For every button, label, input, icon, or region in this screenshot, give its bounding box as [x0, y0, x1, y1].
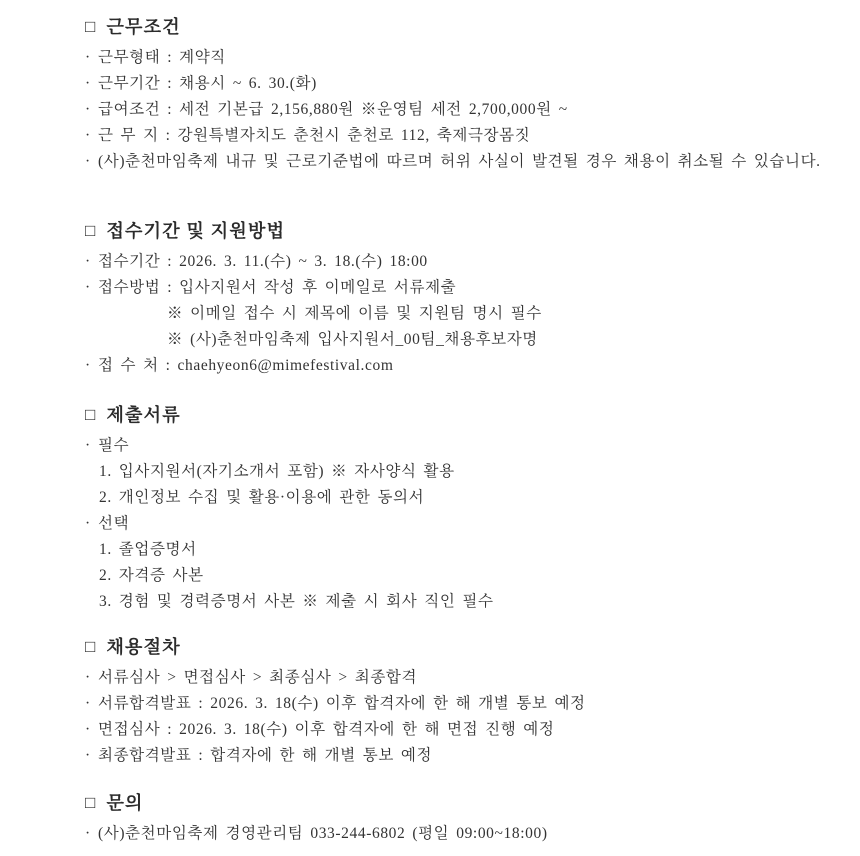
doc-line-numbered — [85, 537, 836, 563]
section-title: 채용절차 — [106, 637, 181, 657]
bullet-marker: · — [85, 127, 91, 144]
doc-line-numbered — [85, 563, 836, 589]
checkbox-square-icon: □ — [85, 220, 97, 240]
line-text: 최종합격발표 : 합격자에 한 해 개별 통보 예정 — [98, 747, 433, 764]
bullet-marker: · — [85, 75, 91, 92]
section-heading — [85, 635, 836, 659]
doc-line — [85, 275, 836, 301]
doc-line — [85, 691, 836, 717]
line-text: (사)춘천마임축제 내규 및 근로기준법에 따르며 허위 사실이 발견될 경우 채용이 취소될 수 있습니다. — [98, 153, 821, 170]
line-text: 서류합격발표 : 2026. 3. 18(수) 이후 합격자에 한 해 개별 통보 예정 — [98, 695, 586, 712]
line-text: 선택 — [98, 515, 130, 532]
bullet-marker: · — [85, 721, 91, 738]
doc-line — [85, 149, 836, 175]
bullet-marker: · — [85, 49, 91, 66]
checkbox-square-icon: □ — [85, 636, 97, 656]
line-text: 서류심사 > 면접심사 > 최종심사 > 최종합격 — [98, 669, 418, 686]
line-text: 2. 자격증 사본 — [99, 567, 204, 584]
section-application-method — [85, 219, 836, 379]
doc-line — [85, 123, 836, 149]
bullet-marker: · — [85, 357, 91, 374]
checkbox-square-icon: □ — [85, 792, 97, 812]
section-title: 접수기간 및 지원방법 — [106, 221, 286, 241]
line-text: 접수방법 : 입사지원서 작성 후 이메일로 서류제출 — [98, 279, 457, 296]
bullet-marker: · — [85, 747, 91, 764]
doc-line — [85, 353, 836, 379]
line-text: 접수기간 : 2026. 3. 11.(수) ~ 3. 18.(수) 18:00 — [98, 253, 428, 270]
line-text: ※ 이메일 접수 시 제목에 이름 및 지원팀 명시 필수 — [167, 305, 542, 322]
line-text: 근 무 지 : 강원특별자치도 춘천시 춘천로 112, 축제극장몸짓 — [98, 127, 531, 144]
section-heading — [85, 403, 836, 427]
doc-line — [85, 71, 836, 97]
line-text: 급여조건 : 세전 기본급 2,156,880원 ※운영팀 세전 2,700,000원 ~ — [98, 101, 568, 118]
doc-line — [85, 511, 836, 537]
section-title: 근무조건 — [106, 17, 181, 37]
checkbox-square-icon: □ — [85, 404, 97, 424]
bullet-marker: · — [85, 437, 91, 454]
doc-line — [85, 249, 836, 275]
bullet-marker: · — [85, 515, 91, 532]
doc-line — [85, 45, 836, 71]
line-text: 근무기간 : 채용시 ~ 6. 30.(화) — [98, 75, 317, 92]
line-text: 1. 졸업증명서 — [99, 541, 197, 558]
section-heading — [85, 15, 836, 39]
doc-line — [85, 717, 836, 743]
line-text: 필수 — [98, 437, 130, 454]
line-text: 면접심사 : 2026. 3. 18(수) 이후 합격자에 한 해 면접 진행 예정 — [98, 721, 555, 738]
line-text: 2. 개인정보 수집 및 활용·이용에 관한 동의서 — [99, 489, 425, 506]
bullet-marker: · — [85, 253, 91, 270]
section-hiring-process — [85, 635, 836, 769]
doc-line-numbered — [85, 459, 836, 485]
section-inquiry — [85, 791, 836, 847]
section-heading — [85, 791, 836, 815]
line-text: 근무형태 : 계약직 — [98, 49, 226, 66]
line-text: ※ (사)춘천마임축제 입사지원서_00팀_채용후보자명 — [167, 331, 538, 348]
line-text: 1. 입사지원서(자기소개서 포함) ※ 자사양식 활용 — [99, 463, 455, 480]
bullet-marker: · — [85, 279, 91, 296]
section-title: 제출서류 — [106, 405, 181, 425]
doc-line — [85, 97, 836, 123]
section-required-documents — [85, 403, 836, 615]
bullet-marker: · — [85, 669, 91, 686]
bullet-marker: · — [85, 825, 91, 842]
bullet-marker: · — [85, 695, 91, 712]
section-heading — [85, 219, 836, 243]
bullet-marker: · — [85, 101, 91, 118]
doc-line-numbered — [85, 485, 836, 511]
section-title: 문의 — [106, 793, 144, 813]
doc-line-note — [85, 327, 836, 353]
checkbox-square-icon: □ — [85, 16, 97, 36]
line-text: 3. 경험 및 경력증명서 사본 ※ 제출 시 회사 직인 필수 — [99, 593, 494, 610]
section-work-conditions — [85, 15, 836, 175]
doc-line-numbered — [85, 589, 836, 615]
doc-line — [85, 821, 836, 847]
doc-line — [85, 433, 836, 459]
doc-line-note — [85, 301, 836, 327]
bullet-marker: · — [85, 153, 91, 170]
line-text-email: 접 수 처 : chaehyeon6@mimefestival.com — [98, 357, 394, 374]
doc-line — [85, 743, 836, 769]
line-text-contact: (사)춘천마임축제 경영관리팀 033-244-6802 (평일 09:00~18:00) — [98, 825, 548, 842]
doc-line — [85, 665, 836, 691]
